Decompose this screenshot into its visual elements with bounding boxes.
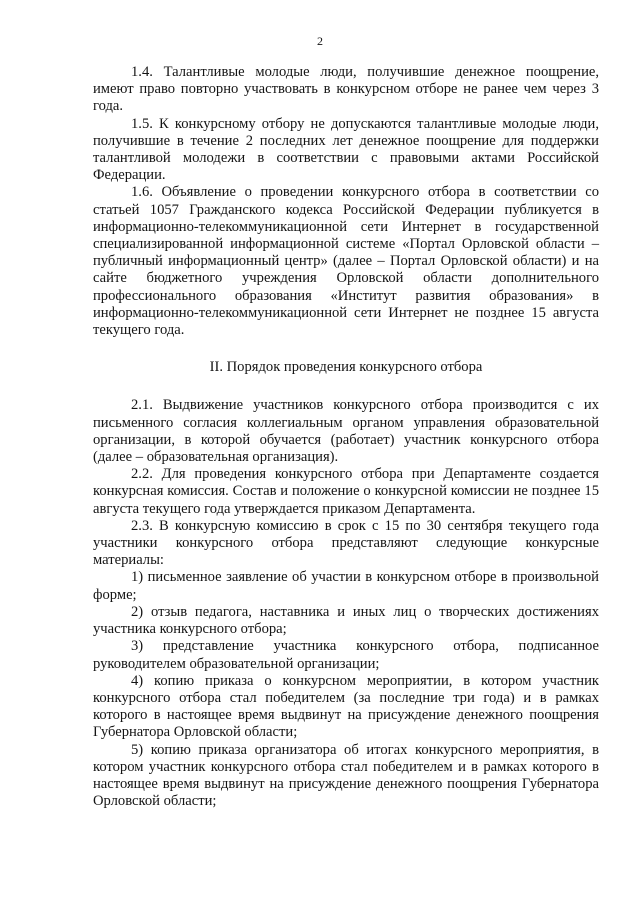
page-number: 2 <box>317 34 323 48</box>
list-item-4: 4) копию приказа о конкурсном мероприятии, в котором участник конкурсного отбора стал победителем (за последние три года) и в рамках которого в настоящее время выдвинут на присуждение денежного поощрения Губернатора Орловской области; <box>93 672 599 741</box>
paragraph-1-4: 1.4. Талантливые молодые люди, получившие денежное поощрение, имеют право повторно участвовать в конкурсном отборе не ранее чем через 3 года. <box>93 64 599 115</box>
section-heading: II. Порядок проведения конкурсного отбора <box>209 359 483 376</box>
paragraph-1-5: 1.5. К конкурсному отбору не допускаются талантливые молодые люди, получившие в течение 2 последних лет денежное поощрение для поддержки талантливой молодежи в соответствии с правовыми актами Российской Федерации. <box>93 115 599 184</box>
paragraph-1-6: 1.6. Объявление о проведении конкурсного отбора в соответствии со статьей 1057 Гражданского кодекса Российской Федерации публикуется в информационно-телекоммуникационной сети Интернет в государственной специализированной информационной системе «Портал Орловской области – публичный информационный центр» (далее – Портал Орловской области) и на сайте бюджетного учреждения Орловской области дополнительного профессионального образования «Институт развития образования» в информационно-телекоммуникационной сети Интернет не позднее 15 августа текущего года. <box>93 184 599 339</box>
list-item-2: 2) отзыв педагога, наставника и иных лиц о творческих достижениях участника конкурсного отбора; <box>93 603 599 638</box>
list-item-3: 3) представление участника конкурсного отбора, подписанное руководителем образовательной организации; <box>93 638 599 672</box>
paragraph-2-3: 2.3. В конкурсную комиссию в срок с 15 по 30 сентября текущего года участники конкурсного отбора представляют следующие конкурсные материалы: <box>93 517 599 569</box>
list-item-1: 1) письменное заявление об участии в конкурсном отборе в произвольной форме; <box>93 569 599 603</box>
list-item-5: 5) копию приказа организатора об итогах конкурсного мероприятия, в котором участник конкурсного отбора стал победителем и в рамках которого в настоящее время выдвинут на присуждение денежного поощрения Губернатора Орловской области; <box>93 741 599 810</box>
paragraph-2-1: 2.1. Выдвижение участников конкурсного отбора производится с их письменного согласия коллегиальным органом управления образовательной организации, в которой обучается (работает) участник конкурсного отбора (далее – образовательная организация). <box>93 397 599 466</box>
paragraph-2-2: 2.2. Для проведения конкурсного отбора при Департаменте создается конкурсная комиссия. Состав и положение о конкурсной комиссии не позднее 15 августа текущего года утверждается приказом Департамента. <box>93 466 599 517</box>
document-body <box>93 64 599 810</box>
